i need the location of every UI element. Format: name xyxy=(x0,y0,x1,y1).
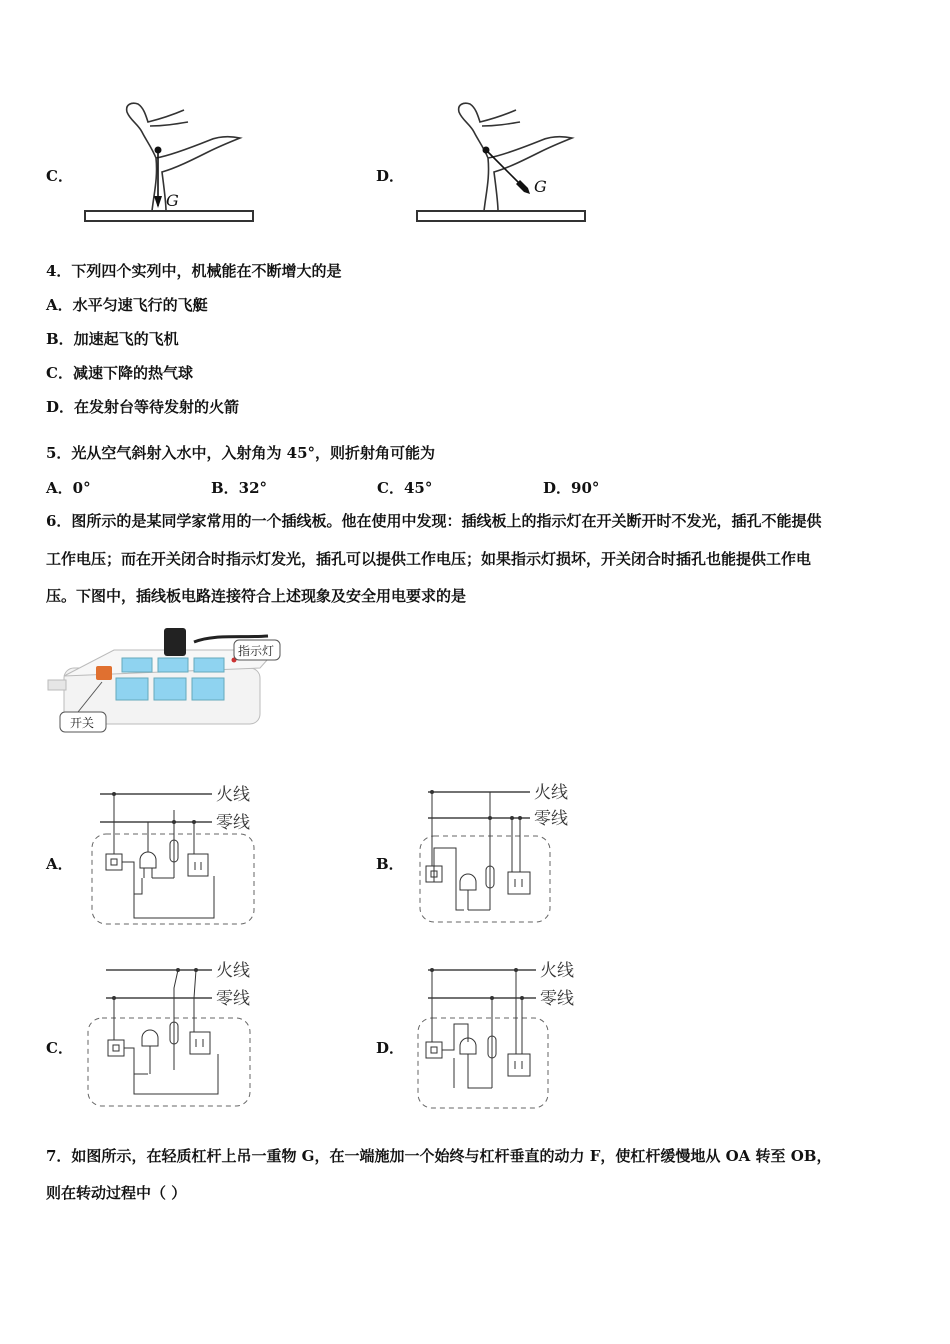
q6-option-b-label: B． xyxy=(376,855,404,873)
svg-text:零线: 零线 xyxy=(216,989,250,1009)
q6-option-c-label: C． xyxy=(46,1039,73,1057)
q6-circuit-d[interactable] xyxy=(412,958,602,1110)
q5-option-d[interactable]: D．90° xyxy=(543,479,600,497)
gravity-label: G xyxy=(166,191,179,210)
svg-text:零线: 零线 xyxy=(540,989,574,1009)
gymnast-body xyxy=(127,103,240,211)
indicator-label: 指示灯 xyxy=(238,644,275,658)
q5-option-b[interactable]: B．32° xyxy=(211,479,268,497)
q5-option-a[interactable]: A．0° xyxy=(46,479,91,497)
svg-text:火线: 火线 xyxy=(216,785,250,805)
svg-text:火线: 火线 xyxy=(534,783,568,803)
plug xyxy=(164,628,186,656)
switch xyxy=(96,666,112,680)
switch-label: 开关 xyxy=(70,716,95,730)
balance-beam xyxy=(417,211,585,221)
q4-option-b[interactable]: B．加速起飞的飞机 xyxy=(46,330,179,348)
svg-text:火线: 火线 xyxy=(216,961,250,981)
q6-circuit-a[interactable] xyxy=(84,778,274,928)
balance-beam xyxy=(85,211,253,221)
q7-stem-line-2: 则在转动过程中（ ） xyxy=(46,1184,187,1202)
q4-option-a[interactable]: A．水平匀速飞行的飞艇 xyxy=(46,296,208,314)
q6-option-a-label: A． xyxy=(46,855,73,873)
svg-text:火线: 火线 xyxy=(540,961,574,981)
q4-option-d[interactable]: D．在发射台等待发射的火箭 xyxy=(46,398,240,416)
q3-option-d-label: D． xyxy=(376,167,405,185)
q6-option-d-label: D． xyxy=(376,1039,405,1057)
q6-power-strip-photo xyxy=(44,620,294,740)
q5-stem: 5．光从空气斜射入水中，入射角为 45°，则折射角可能为 xyxy=(46,444,436,462)
q6-circuit-b[interactable] xyxy=(412,778,602,928)
q6-stem-line-3: 压。下图中，插线板电路连接符合上述现象及安全用电要求的是 xyxy=(46,587,467,605)
q4-option-c[interactable]: C．减速下降的热气球 xyxy=(46,364,193,382)
q6-stem-line-2: 工作电压；而在开关闭合时指示灯发光，插孔可以提供工作电压；如果指示灯损坏，开关闭合时插孔也能提供工作电 xyxy=(46,550,812,568)
q6-circuit-c[interactable] xyxy=(84,958,274,1110)
svg-text:零线: 零线 xyxy=(534,809,568,829)
q3-option-c-figure[interactable] xyxy=(80,98,260,226)
gravity-label: G xyxy=(534,177,547,196)
q3-option-d-figure[interactable] xyxy=(412,98,592,226)
q6-stem-line-1: 6．图所示的是某同学家常用的一个插线板。他在使用中发现：插线板上的指示灯在开关断开时不发光，插孔不能提供 xyxy=(46,512,822,530)
svg-text:零线: 零线 xyxy=(216,813,250,833)
q5-option-c[interactable]: C．45° xyxy=(377,479,433,497)
q4-stem: 4．下列四个实列中，机械能在不断增大的是 xyxy=(46,262,342,280)
q3-option-c-label: C． xyxy=(46,167,73,185)
gymnast-body xyxy=(459,103,572,211)
q7-stem-line-1: 7．如图所示，在轻质杠杆上吊一重物 G，在一端施加一个始终与杠杆垂直的动力 F，使杠杆缓慢地从 OA 转至 OB， xyxy=(46,1147,832,1165)
